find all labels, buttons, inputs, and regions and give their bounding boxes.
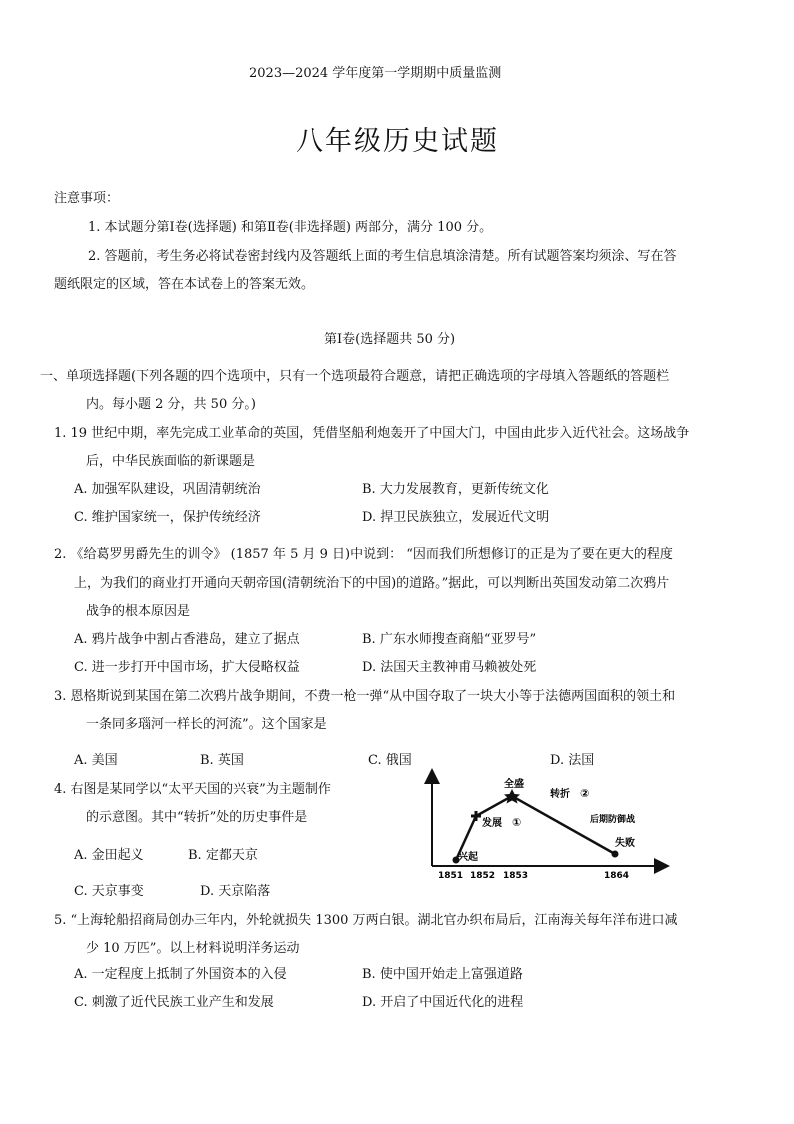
x-tick-1864: 1864 xyxy=(604,871,630,881)
label-failure: 失败 xyxy=(615,838,635,849)
label-rise: 兴起 xyxy=(458,852,478,863)
q2-stem-line-1: 2. 《给葛罗男爵先生的训令》 (1857 年 5 月 9 日)中说到： “因而我们所想修订的正是为了要在更大的程度 xyxy=(54,547,673,562)
x-tick-1853: 1853 xyxy=(503,871,529,881)
label-marker-1: ① xyxy=(512,816,522,829)
q5-option-b: B. 使中国开始走上富强道路 xyxy=(362,967,523,982)
exam-header: 2023—2024 学年度第一学期期中质量监测 xyxy=(249,66,502,81)
q1-stem-line-1: 1. 19 世纪中期，率先完成工业革命的英国，凭借坚船利炮轰开了中国大门，中国由此步入近代社会。这场战争 xyxy=(54,426,690,441)
taiping-rise-fall-diagram xyxy=(420,770,670,880)
label-turning-point: 转折 xyxy=(550,789,570,800)
point-fail xyxy=(612,851,619,858)
q2-stem-line-2: 上，为我们的商业打开通向天朝帝国(清朝统治下的中国)的道路。”据此，可以判断出英国发动第二次鸦片 xyxy=(74,576,670,591)
q3-stem-line-2: 一条同多瑙河一样长的河流”。这个国家是 xyxy=(86,717,327,732)
q1-option-a: A. 加强军队建设，巩固清朝统治 xyxy=(74,482,261,497)
q4-option-c: C. 天京事变 xyxy=(74,884,144,899)
notes-heading: 注意事项： xyxy=(54,191,120,206)
notes-item-2-line-1: 2. 答题前，考生务必将试卷密封线内及答题纸上面的考生信息填涂清楚。所有试题答案均须涂、写在答 xyxy=(88,249,677,264)
part1-instructions-line-1: 一、单项选择题(下列各题的四个选项中，只有一个选项最符合题意，请把正确选项的字母填入答题纸的答题栏 xyxy=(40,369,670,384)
part1-heading: 第Ⅰ卷(选择题共 50 分) xyxy=(324,332,456,347)
q1-stem-line-2: 后，中华民族面临的新课题是 xyxy=(86,454,256,469)
q5-option-d: D. 开启了中国近代化的进程 xyxy=(362,995,524,1010)
label-develop: 发展 xyxy=(482,818,502,829)
q1-option-b: B. 大力发展教育，更新传统文化 xyxy=(362,482,549,497)
point-develop xyxy=(471,811,481,821)
exam-title: 八年级历史试题 xyxy=(296,126,499,157)
x-tick-1851: 1851 xyxy=(438,871,464,881)
label-marker-2: ② xyxy=(580,787,590,800)
point-peak-star xyxy=(504,789,520,804)
q4-option-d: D. 天京陷落 xyxy=(200,884,271,899)
q1-option-c: C. 维护国家统一，保护传统经济 xyxy=(74,510,261,525)
part1-instructions-line-2: 内。每小题 2 分，共 50 分。) xyxy=(86,397,256,412)
q4-stem-line-1: 4. 右图是某同学以“太平天国的兴衰”为主题制作 xyxy=(54,782,331,797)
q5-stem-line-2: 少 10 万匹”。以上材料说明洋务运动 xyxy=(86,941,300,956)
notes-item-1: 1. 本试题分第Ⅰ卷(选择题) 和第Ⅱ卷(非选择题) 两部分，满分 100 分。 xyxy=(88,220,493,235)
q5-option-c: C. 刺激了近代民族工业产生和发展 xyxy=(74,995,274,1010)
q2-stem-line-3: 战争的根本原因是 xyxy=(86,604,191,619)
q4-option-a: A. 金田起义 xyxy=(74,848,144,863)
trend-line xyxy=(456,796,615,860)
q3-stem-line-1: 3. 恩格斯说到某国在第二次鸦片战争期间，不费一枪一弹“从中国夺取了一块大小等于法德两国面积的领土和 xyxy=(54,689,676,704)
label-late-defense: 后期防御战 xyxy=(590,815,636,825)
x-tick-1852: 1852 xyxy=(470,871,496,881)
q4-stem-line-2: 的示意图。其中“转折”处的历史事件是 xyxy=(86,810,308,825)
notes-item-2-line-2: 题纸限定的区域，答在本试卷上的答案无效。 xyxy=(54,277,315,292)
q3-option-c: C. 俄国 xyxy=(368,753,412,768)
q5-stem-line-1: 5. “上海轮船招商局创办三年内，外轮就损失 1300 万两白银。湖北官办织布局后，江南海关每年洋布进口减 xyxy=(54,913,678,928)
q3-option-a: A. 美国 xyxy=(74,753,118,768)
q4-option-b: B. 定都天京 xyxy=(188,848,258,863)
q2-option-a: A. 鸦片战争中割占香港岛，建立了据点 xyxy=(74,632,300,647)
q2-option-d: D. 法国天主教神甫马赖被处死 xyxy=(362,660,537,675)
q3-option-b: B. 英国 xyxy=(200,753,244,768)
q5-option-a: A. 一定程度上抵制了外国资本的入侵 xyxy=(74,967,287,982)
q1-option-d: D. 捍卫民族独立，发展近代文明 xyxy=(362,510,550,525)
q2-option-b: B. 广东水师搜查商船“亚罗号” xyxy=(362,632,537,647)
label-peak: 全盛 xyxy=(504,779,524,790)
q2-option-c: C. 进一步打开中国市场，扩大侵略权益 xyxy=(74,660,300,675)
q3-option-d: D. 法国 xyxy=(550,753,595,768)
